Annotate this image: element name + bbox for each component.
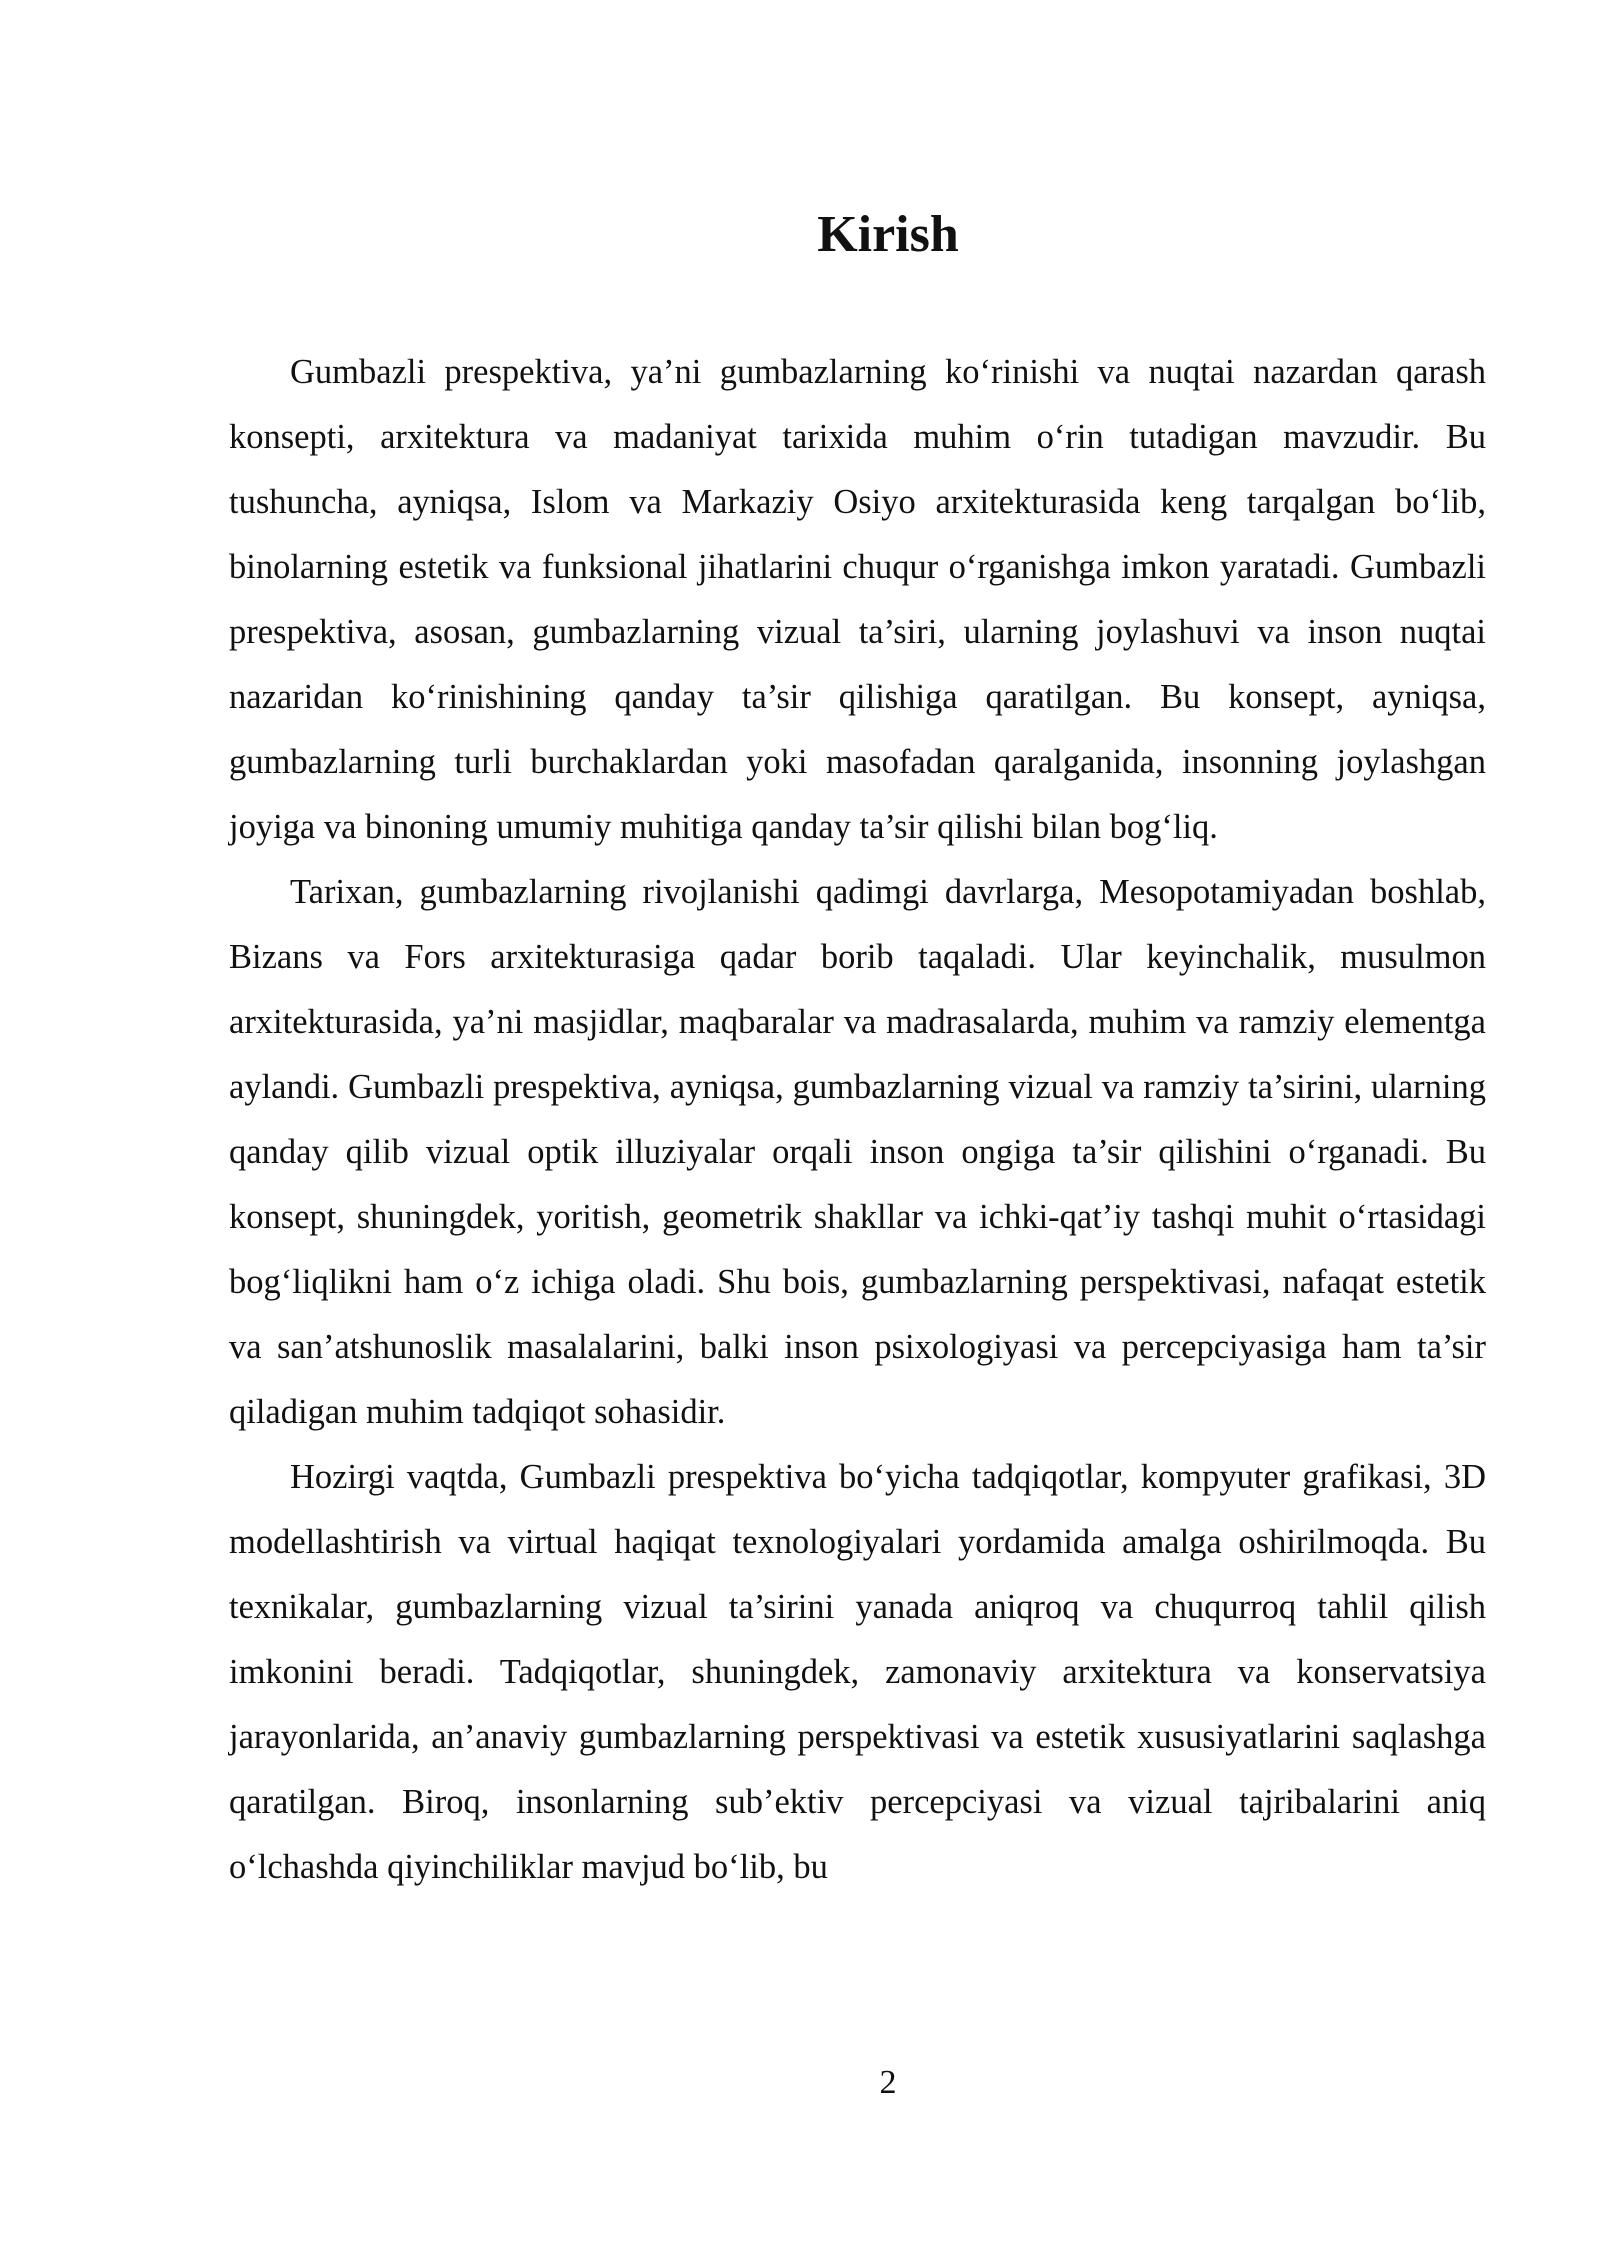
paragraph-2: Tarixan, gumbazlarning rivojlanishi qadimgi davrlarga, Mesopotamiyadan boshlab, Bizans va Fors arxitekturasiga qadar borib taqaladi. Ular keyinchalik, musulmon arxitekturasida, ya’ni masjidlar, maqbaralar va madrasalarda, muhim va ramziy elementga aylandi. Gumbazli prespektiva, ayniqsa, gumbazlarning vizual va ramziy ta’sirini, ularning qanday qilib vizual optik illuziyalar orqali inson ongiga ta’sir qilishini o‘rganadi. Bu konsept, shuningdek, yoritish, geometrik shakllar va ichki-qat’iy tashqi muhit o‘rtasidagi bog‘liqlikni ham o‘z ichiga oladi. Shu bois, gumbazlarning perspektivasi, nafaqat estetik va san’atshunoslik masalalarini, balki inson psixologiyasi va percepciyasiga ham ta’sir qiladigan muhim tadqiqot sohasidir. bbox=[229, 873, 1486, 1431]
page-title: Kirish bbox=[817, 206, 959, 263]
page-number: 2 bbox=[879, 2064, 897, 2101]
body-text bbox=[229, 340, 1486, 1900]
paragraph-1: Gumbazli prespektiva, ya’ni gumbazlarning ko‘rinishi va nuqtai nazardan qarash konsepti, arxitektura va madaniyat tarixida muhim o‘rin tutadigan mavzudir. Bu tushuncha, ayniqsa, Islom va Markaziy Osiyo arxitekturasida keng tarqalgan bo‘lib, binolarning estetik va funksional jihatlarini chuqur o‘rganishga imkon yaratadi. Gumbazli prespektiva, asosan, gumbazlarning vizual ta’siri, ularning joylashuvi va inson nuqtai nazaridan ko‘rinishining qanday ta’sir qilishiga qaratilgan. Bu konsept, ayniqsa, gumbazlarning turli burchaklardan yoki masofadan qaralganida, insonning joylashgan joyiga va binoning umumiy muhitiga qanday ta’sir qilishi bilan bog‘liq. bbox=[229, 353, 1486, 846]
paragraph-3: Hozirgi vaqtda, Gumbazli prespektiva bo‘yicha tadqiqotlar, kompyuter grafikasi, 3D modellashtirish va virtual haqiqat texnologiyalari yordamida amalga oshirilmoqda. Bu texnikalar, gumbazlarning vizual ta’sirini yanada aniqroq va chuqurroq tahlil qilish imkonini beradi. Tadqiqotlar, shuningdek, zamonaviy arxitektura va konservatsiya jarayonlarida, an’anaviy gumbazlarning perspektivasi va estetik xususiyatlarini saqlashga qaratilgan. Biroq, insonlarning sub’ektiv percepciyasi va vizual tajribalarini aniq o‘lchashda qiyinchiliklar mavjud bo‘lib, bu bbox=[229, 1458, 1486, 1886]
